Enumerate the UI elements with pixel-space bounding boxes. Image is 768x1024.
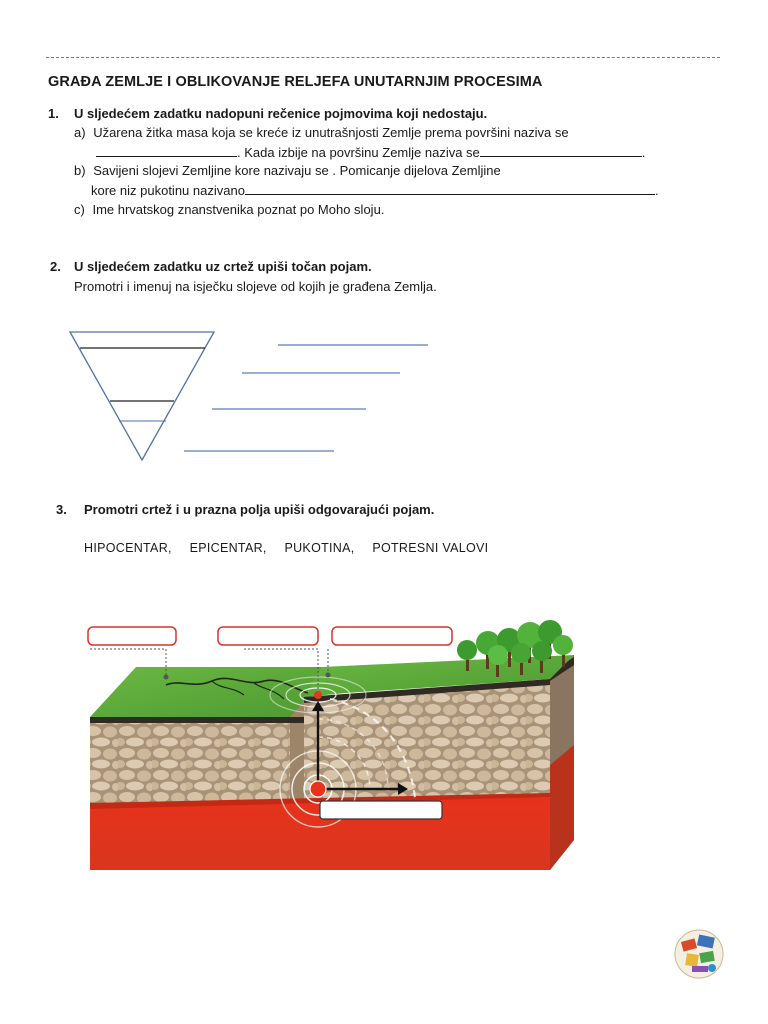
q1-a-period: . [641, 145, 646, 160]
question-1-text: U sljedećem zadatku nadopuni rečenice pojmovima koji nedostaju. [74, 106, 488, 121]
answer-box-hypocenter[interactable] [320, 801, 442, 819]
q1-b-text3: kore niz pukotinu nazivano [91, 183, 245, 198]
leader-dot-1 [164, 675, 169, 680]
q1-c-label: c) [74, 202, 85, 217]
term-epicentar: EPICENTAR, [189, 541, 267, 555]
q1-c-line [74, 202, 384, 217]
hypocenter-dot [310, 781, 326, 797]
q1-b-line2 [91, 182, 659, 198]
q1-b-blank-2[interactable] [245, 182, 655, 195]
q1-b-text1: Savijeni slojevi Zemljine kore nazivaju se [93, 163, 329, 178]
answer-box-1[interactable] [88, 627, 176, 645]
answer-box-3[interactable] [332, 627, 452, 645]
rock-layer-left [90, 721, 304, 811]
term-pukotina: PUKOTINA, [284, 541, 355, 555]
worksheet-title: GRAĐA ZEMLJE I OBLIKOVANJE RELJEFA UNUTARNJIM PROCESIMA [48, 74, 543, 90]
q1-a-text1: Užarena žitka masa koja se kreće iz unutrašnjosti Zemlje prema površini naziva se [93, 125, 569, 140]
earth-layers-wedge [60, 325, 460, 470]
q1-b-period: . [654, 183, 659, 198]
q1-b-line1 [74, 163, 501, 178]
q1-b-text2: . Pomicanje dijelova Zemljine [332, 163, 501, 178]
leader-dot-2 [326, 673, 331, 678]
question-2-number: 2. [50, 259, 61, 274]
top-dashed-divider [46, 57, 720, 58]
epicenter-dot [314, 691, 322, 699]
q1-b-label: b) [74, 163, 86, 178]
q1-a-line2 [96, 144, 645, 160]
question-2-text: U sljedećem zadatku uz crtež upiši točan pojam. [74, 259, 372, 274]
block-side-magma [550, 745, 574, 870]
soil-band-left [90, 717, 304, 723]
q1-a-line1 [74, 125, 569, 140]
term-potresni-valovi: POTRESNI VALOVI [372, 541, 489, 555]
term-hipocentar: HIPOCENTAR, [84, 541, 172, 555]
earthquake-block-diagram [84, 615, 584, 880]
question-3-text: Promotri crtež i u prazna polja upiši odgovarajući pojam. [84, 502, 435, 517]
q1-a-blank-1[interactable] [96, 144, 237, 157]
q1-a-label: a) [74, 125, 86, 140]
q1-c-period: . [380, 202, 385, 217]
q1-c-text: Ime hrvatskog znanstvenika poznat po Moho sloju [92, 202, 381, 217]
rock-layer-right [304, 683, 550, 811]
question-2-subtext: Promotri i imenuj na isječku slojeve od kojih je građena Zemlja. [74, 279, 437, 294]
question-1-number: 1. [48, 106, 59, 121]
q1-a-blank-2[interactable] [480, 144, 642, 157]
term-list [84, 541, 502, 555]
q1-a-text2: . Kada izbije na površinu Zemlje naziva se [237, 145, 480, 160]
answer-box-2[interactable] [218, 627, 318, 645]
wedge-outline [70, 332, 214, 460]
logo-icon [672, 926, 726, 982]
question-3-number: 3. [56, 502, 67, 517]
